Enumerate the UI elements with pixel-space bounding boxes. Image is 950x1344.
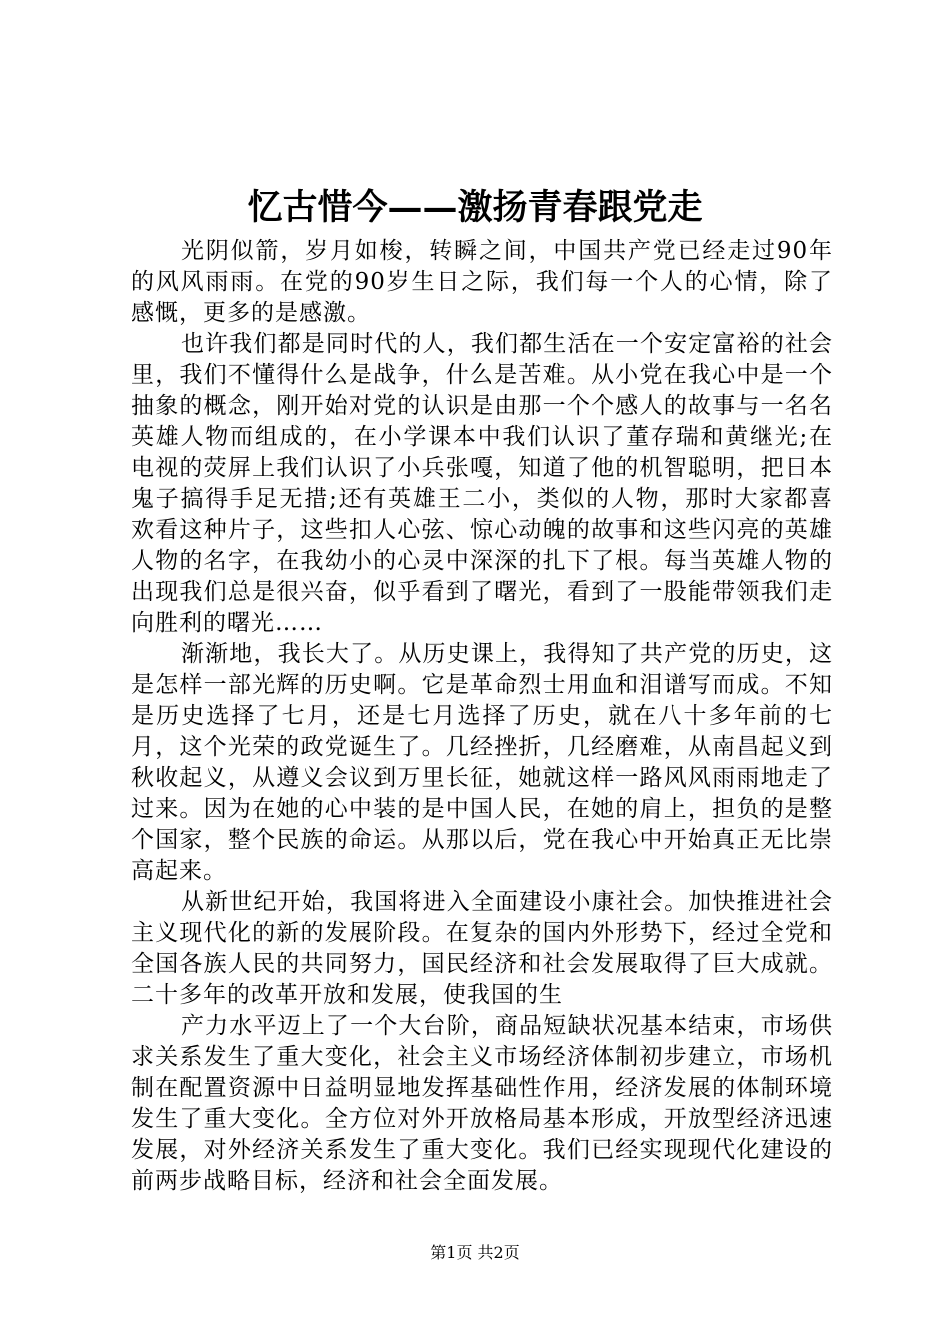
paragraph: 从新世纪开始，我国将进入全面建设小康社会。加快推进社会主义现代化的新的发展阶段。在复杂的国内外形势下，经过全党和全国各族人民的共同努力，国民经济和社会发展取得了巨大成就。二十多年的改革开放和发展，使我国的生 — [131, 889, 833, 1008]
paragraph: 产力水平迈上了一个大台阶，商品短缺状况基本结束，市场供求关系发生了重大变化，社会主义市场经济体制初步建立，市场机制在配置资源中日益明显地发挥基础性作用，经济发展的体制环境发生了重大变化。全方位对外开放格局基本形成，开放型经济迅速发展，对外经济关系发生了重大变化。我们已经实现现代化建设的前两步战略目标，经济和社会全面发展。 — [131, 1013, 833, 1194]
paragraph: 渐渐地，我长大了。从历史课上，我得知了共产党的历史，这是怎样一部光辉的历史啊。它是革命烈士用血和泪谱写而成。不知是历史选择了七月，还是七月选择了历史，就在八十多年前的七月，这个光荣的政党诞生了。几经挫折，几经磨难，从南昌起义到秋收起义，从遵义会议到万里长征，她就这样一路风风雨雨地走了过来。因为在她的心中装的是中国人民，在她的肩上，担负的是整个国家，整个民族的命运。从那以后，党在我心中开始真正无比崇高起来。 — [131, 641, 833, 884]
paragraph: 也许我们都是同时代的人，我们都生活在一个安定富裕的社会里，我们不懂得什么是战争，什么是苦难。从小党在我心中是一个抽象的概念，刚开始对党的认识是由那一个个感人的故事与一名名英雄人物而组成的，在小学课本中我们认识了董存瑞和黄继光;在电视的荧屏上我们认识了小兵张嘎，知道了他的机智聪明，把日本鬼子搞得手足无措;还有英雄王二小，类似的人物，那时大家都喜欢看这种片子，这些扣人心弦、惊心动魄的故事和这些闪亮的英雄人物的名字，在我幼小的心灵中深深的扎下了根。每当英雄人物的出现我们总是很兴奋，似乎看到了曙光，看到了一股能带领我们走向胜利的曙光…… — [131, 331, 833, 636]
document-title: 忆古惜今——激扬青春跟党走 — [247, 187, 703, 228]
document-body — [131, 236, 833, 1197]
page-number-footer: 第1页 共2页 — [430, 1243, 520, 1262]
paragraph: 光阴似箭，岁月如梭，转瞬之间，中国共产党已经走过90年的风风雨雨。在党的90岁生日之际，我们每一个人的心情，除了感慨，更多的是感激。 — [131, 238, 833, 326]
